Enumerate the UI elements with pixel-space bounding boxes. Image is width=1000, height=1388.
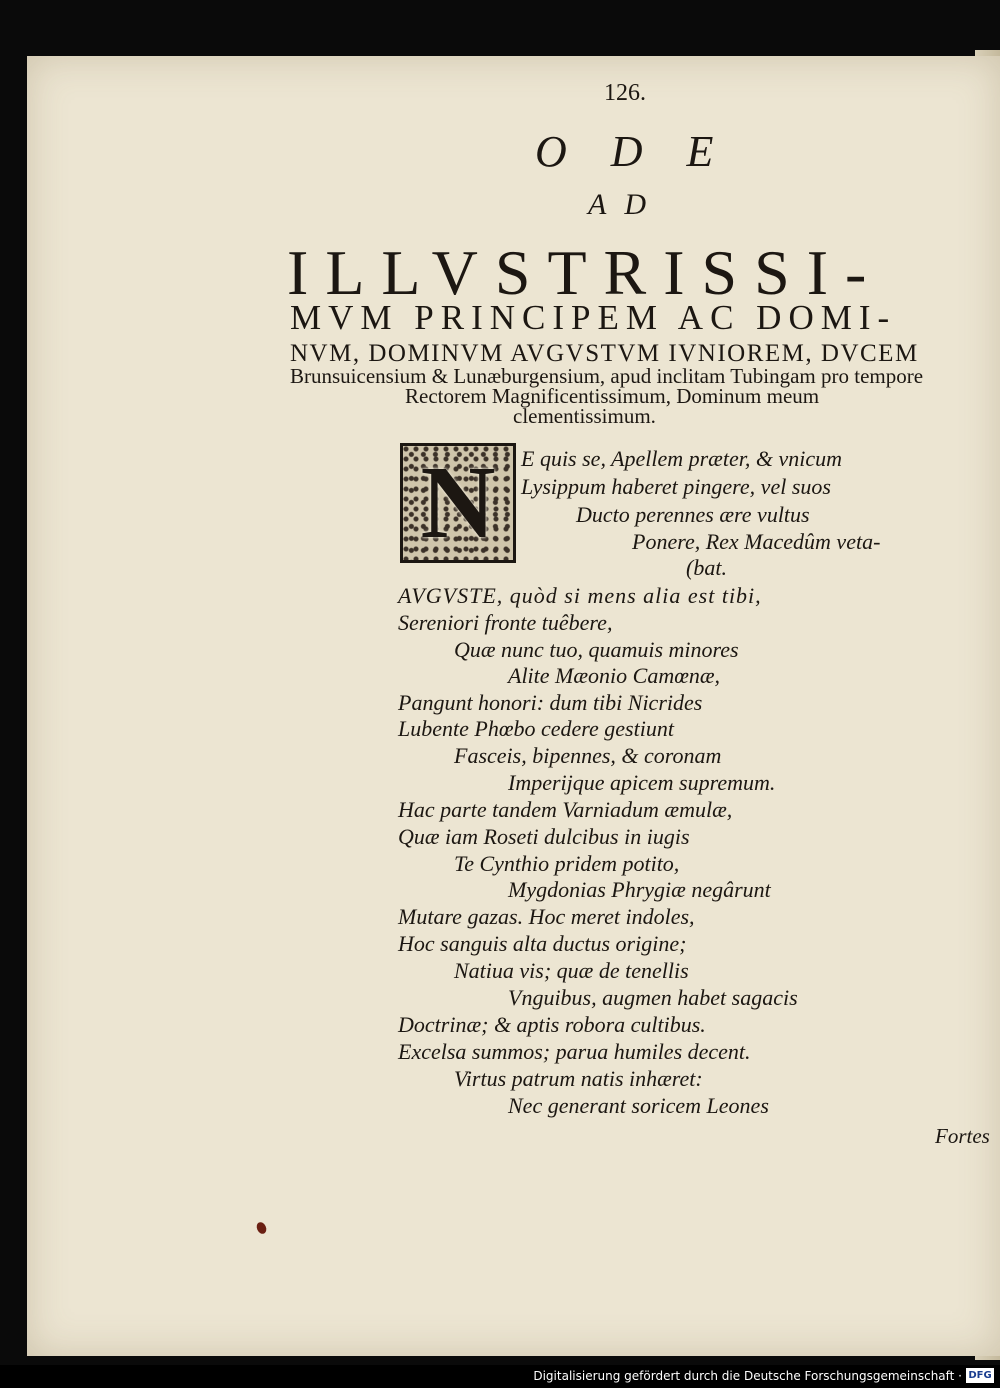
verse-line: AVGVSTE, quòd si mens alia est tibi, — [398, 583, 762, 608]
verse-line: Doctrinæ; & aptis robora cultibus. — [398, 1012, 706, 1037]
verse-line: Hoc sanguis alta ductus origine; — [398, 931, 687, 956]
decorated-initial — [400, 443, 516, 563]
verse-line: Hac parte tandem Varniadum æmulæ, — [398, 797, 733, 822]
verse-line: Lysippum haberet pingere, vel suos — [521, 474, 831, 499]
title-line-5: Rectorem Magnificentissimum, Dominum meum — [405, 384, 820, 408]
verse-line: Te Cynthio pridem potito, — [454, 851, 680, 876]
verse-line: Imperijque apicem supremum. — [508, 770, 776, 795]
title-line-3: NVM, DOMINVM AVGVSTVM IVNIOREM, DVCEM — [290, 340, 919, 367]
page-number: 126. — [604, 80, 646, 106]
verse-line: Vnguibus, augmen habet sagacis — [508, 985, 798, 1010]
title-ad: AD — [588, 188, 664, 221]
title-ode: ODE — [535, 127, 758, 176]
verse-line: Mutare gazas. Hoc meret indoles, — [398, 904, 695, 929]
title-line-2: MVM PRINCIPEM AC DOMI- — [290, 298, 897, 337]
verse-line: (bat. — [686, 555, 727, 580]
verse-line: Fasceis, bipennes, & coronam — [454, 743, 722, 768]
verse-line: Quæ nunc tuo, quamuis minores — [454, 637, 739, 662]
verse-line: Pangunt honori: dum tibi Nicrides — [398, 690, 703, 715]
verse-line: Nec generant soricem Leones — [508, 1093, 769, 1118]
verse-line: Ponere, Rex Macedûm veta- — [632, 529, 881, 554]
verse-line: Natiua vis; quæ de tenellis — [454, 958, 689, 983]
verse-line: Lubente Phœbo cedere gestiunt — [398, 716, 674, 741]
verse-line: E quis se, Apellem præter, & vnicum — [521, 446, 842, 471]
title-line-6: clementissimum. — [513, 404, 656, 428]
verse-line: Sereniori fronte tuêbere, — [398, 610, 613, 635]
verse-line: Excelsa summos; parua humiles decent. — [398, 1039, 751, 1064]
verse-line: Alite Mæonio Camœnæ, — [508, 663, 721, 688]
dfg-logo: DFG — [966, 1368, 994, 1383]
verse-line: Ducto perennes ære vultus — [576, 502, 810, 527]
title-line-1: ILLVSTRISSI- — [287, 237, 884, 308]
verse-line: Quæ iam Roseti dulcibus in iugis — [398, 824, 690, 849]
verse-line: Mygdonias Phrygiæ negârunt — [508, 877, 771, 902]
footer-credit: Digitalisierung gefördert durch die Deutsche Forschungsgemeinschaft · — [533, 1369, 962, 1383]
initial-letter: N — [420, 445, 496, 560]
verse-line: Virtus patrum natis inhæret: — [454, 1066, 703, 1091]
catchword: Fortes — [935, 1124, 990, 1148]
title-line-4: Brunsuicensium & Lunæburgensium, apud inclitam Tubingam pro tempore — [290, 364, 924, 388]
